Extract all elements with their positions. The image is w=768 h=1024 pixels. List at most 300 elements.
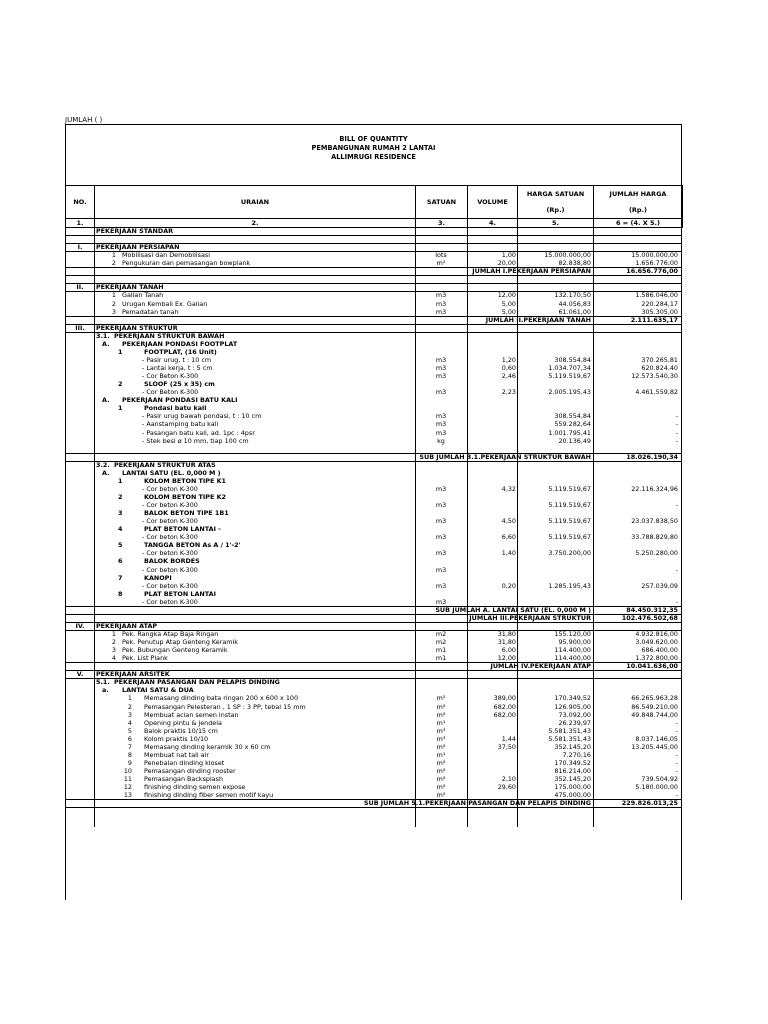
- header-jumlah-harga: JUMLAH HARGA: [594, 186, 683, 203]
- table-row: [66, 300, 681, 308]
- item-description: - Cor beton K-300: [142, 581, 198, 590]
- item-volume: 1,20: [501, 355, 516, 364]
- table-row: [66, 517, 681, 525]
- item-number: 8: [127, 750, 132, 759]
- table-row: [66, 380, 681, 388]
- table-row: [66, 799, 681, 807]
- item-number: 1: [118, 476, 123, 485]
- item-volume: 4,32: [501, 484, 516, 493]
- subtotal-value: 16.656.776,00: [626, 267, 678, 276]
- table-row: [66, 412, 681, 420]
- group-title: FOOTPLAT, (16 Unit): [144, 347, 217, 356]
- table-row: [66, 686, 681, 694]
- item-unit: m3: [435, 299, 447, 308]
- item-volume: 6,60: [501, 533, 516, 542]
- item-unit-price: 73.092,00: [558, 710, 591, 719]
- item-unit: m²: [436, 694, 446, 703]
- item-unit-price: 132.170,50: [554, 291, 591, 300]
- item-unit-price: 1.034.707,34: [548, 364, 591, 373]
- subtotal-label: SUB JUMLAH 3.1.PEKERJAAN STRUKTUR BAWAH: [419, 452, 591, 461]
- table-row: [66, 420, 681, 428]
- item-volume: 2,10: [501, 775, 516, 784]
- item-description: Pek. List Plank: [122, 654, 168, 663]
- header-num-4: 4.: [468, 219, 518, 228]
- row-number: II.: [76, 283, 84, 292]
- item-total: 5.180.000,00: [635, 783, 678, 792]
- column-divider: [94, 227, 95, 827]
- column-divider: [467, 227, 468, 827]
- item-number: 2: [111, 259, 116, 268]
- item-unit-price: 5.119.519,67: [548, 372, 591, 381]
- table-row: [66, 614, 681, 622]
- item-description: Membuat nat tali air: [144, 750, 210, 759]
- item-unit-price: 15.000.000,00: [544, 251, 591, 260]
- item-volume: 12,00: [497, 291, 516, 300]
- table-row: [66, 275, 681, 283]
- item-total: 1.656.776,00: [635, 259, 678, 268]
- row-number: IV.: [75, 621, 85, 630]
- item-unit-price: 175.000,00: [554, 783, 591, 792]
- item-unit: m²: [436, 775, 446, 784]
- item-description: Pemadatan tanah: [122, 307, 179, 316]
- header-jumlah-unit: (Rp.): [594, 203, 683, 219]
- item-description: - Aanstamping batu kali: [142, 420, 219, 429]
- item-number: 1: [127, 694, 132, 703]
- column-divider: [517, 227, 518, 827]
- table-row: [66, 437, 681, 445]
- group-title: PLAT BETON LANTAI: [144, 589, 216, 598]
- item-description: Opening pintu & jendela: [144, 718, 222, 727]
- item-total: -: [675, 791, 678, 800]
- subtotal-value: 2.111.635,17: [630, 315, 678, 324]
- group-title: LANTAI SATU (EL. 0,000 M ): [122, 468, 221, 477]
- table-row: [66, 598, 681, 606]
- item-unit: m3: [435, 597, 447, 606]
- item-total: 49.848.744,00: [631, 710, 678, 719]
- top-note: JUMLAH ( ): [65, 116, 103, 124]
- row-number: V.: [76, 670, 84, 679]
- table-row: [66, 711, 681, 719]
- item-volume: 0,60: [501, 364, 516, 373]
- item-volume: 31,80: [497, 638, 516, 647]
- item-volume: 37,50: [497, 742, 516, 751]
- item-unit: m²: [436, 758, 446, 767]
- group-title: BALOK BORDES: [144, 557, 200, 566]
- item-description: - Cor beton K-300: [142, 565, 198, 574]
- item-volume: 1,40: [501, 549, 516, 558]
- item-unit-price: 3.750.200,00: [548, 549, 591, 558]
- group-title: SLOOF (25 x 35) cm: [144, 380, 215, 389]
- subtotal-label: JUMLAH III.PEKERJAAN STRUKTUR: [469, 613, 591, 622]
- subtotal-label: SUB JUMLAH A. LANTAI SATU (EL. 0,000 M ): [435, 605, 591, 614]
- subtotal-value: 18.026.190,34: [626, 452, 678, 461]
- table-row: [66, 622, 681, 630]
- table-row: [66, 429, 681, 437]
- table-row: [66, 243, 681, 251]
- item-total: 620.824,40: [641, 364, 678, 373]
- header-num-6: 6 = (4. X 5.): [594, 219, 683, 228]
- item-description: Pemasangan Backsplash: [144, 775, 224, 784]
- item-number: 10: [123, 767, 132, 776]
- group-title: KOLOM BETON TIPE K1: [144, 476, 226, 485]
- item-volume: 6,00: [501, 646, 516, 655]
- item-unit: lots: [435, 251, 447, 260]
- item-unit-price: 2.005.195,43: [548, 388, 591, 397]
- item-volume: 5,00: [501, 299, 516, 308]
- table-row: [66, 251, 681, 259]
- item-unit: m3: [435, 420, 447, 429]
- column-divider: [415, 227, 416, 827]
- table-row: [66, 453, 681, 461]
- item-unit-price: 816.214,00: [554, 767, 591, 776]
- item-unit: m3: [435, 388, 447, 397]
- table-row: [66, 235, 681, 243]
- item-description: Urugan Kembali Ex. Galian: [122, 299, 208, 308]
- table-row: [66, 364, 681, 372]
- table-row: [66, 340, 681, 348]
- table-row: [66, 356, 681, 364]
- column-divider: [593, 227, 594, 827]
- table-row: [66, 469, 681, 477]
- item-description: - Cor Beton K-300: [142, 388, 199, 397]
- item-total: -: [675, 718, 678, 727]
- item-description: Memasang dinding keramik 30 x 60 cm: [144, 742, 271, 751]
- item-unit: m3: [435, 355, 447, 364]
- item-total: -: [675, 750, 678, 759]
- item-number: 11: [123, 775, 132, 784]
- row-number: I.: [77, 243, 83, 252]
- item-unit: kg: [437, 436, 445, 445]
- item-unit-price: 95.900,00: [558, 638, 591, 647]
- item-description: Penebalan dinding kloset: [144, 758, 225, 767]
- table-row: [66, 316, 681, 324]
- table-row: [66, 485, 681, 493]
- table-row: [66, 670, 681, 678]
- item-unit-price: 114.400,00: [554, 654, 591, 663]
- item-number: 4: [118, 525, 123, 534]
- item-unit: m3: [435, 372, 447, 381]
- item-number: 1: [111, 630, 116, 638]
- header-no: NO.: [66, 186, 95, 219]
- item-total: 686.400,00: [641, 646, 678, 655]
- table-row: [66, 283, 681, 291]
- item-number: 1: [118, 404, 123, 413]
- item-number: 3: [111, 307, 116, 316]
- item-description: - Cor beton K-300: [142, 484, 198, 493]
- item-number: A.: [102, 468, 110, 477]
- table-row: [66, 404, 681, 412]
- item-number: 5: [127, 726, 132, 735]
- subtotal-value: 102.476.502,68: [621, 613, 678, 622]
- section-title: PEKERJAAN ATAP: [96, 621, 158, 630]
- table-row: [66, 719, 681, 727]
- item-number: 2: [111, 299, 116, 308]
- table-row: [66, 606, 681, 614]
- group-title: PEKERJAAN STRUKTUR BAWAH: [114, 331, 225, 340]
- item-total: -: [675, 758, 678, 767]
- item-number: 4: [127, 718, 132, 727]
- item-volume: 1,44: [501, 734, 516, 743]
- item-number: 3: [127, 710, 132, 719]
- section-title: PEKERJAAN STRUKTUR: [96, 323, 178, 332]
- item-unit-price: 559.282,64: [554, 420, 591, 429]
- item-description: - Cor Beton K-300: [142, 372, 199, 381]
- item-description: Galian Tanah: [122, 291, 164, 300]
- group-title: BALOK BETON TIPE 1B1: [144, 509, 229, 518]
- table-row: [66, 566, 681, 574]
- item-unit-price: 5.581.351,43: [548, 726, 591, 735]
- item-unit: m3: [435, 412, 447, 421]
- table-row: [66, 759, 681, 767]
- table-row: [66, 324, 681, 332]
- table-row: [66, 582, 681, 590]
- item-volume: 20,00: [497, 259, 516, 268]
- item-total: -: [675, 420, 678, 429]
- item-total: 13.205.445,00: [631, 742, 678, 751]
- table-row: [66, 332, 681, 340]
- item-description: Membuat acian semen instan: [144, 710, 239, 719]
- header-harga-unit: (Rp.): [518, 203, 594, 219]
- item-volume: 0,20: [501, 581, 516, 590]
- item-total: 305.305,00: [641, 307, 678, 316]
- table-row: [66, 574, 681, 582]
- item-volume: 29,60: [497, 783, 516, 792]
- item-volume: 4,50: [501, 517, 516, 526]
- table-row: [66, 735, 681, 743]
- subtotal-label: JUMLAH IV.PEKERJAAN ATAP: [490, 662, 591, 671]
- item-number: a.: [102, 686, 109, 695]
- table-row: [66, 646, 681, 654]
- item-description: Pek. Rangka Atap Baja Ringan: [122, 630, 219, 638]
- group-title: PEKERJAAN STRUKTUR ATAS: [114, 460, 216, 469]
- item-number: 3: [111, 646, 116, 655]
- item-number: 1: [118, 347, 123, 356]
- item-total: -: [675, 428, 678, 437]
- item-unit-price: 1.001.795,41: [548, 428, 591, 437]
- item-unit-price: 5.119.519,67: [548, 517, 591, 526]
- item-unit: m3: [435, 565, 447, 574]
- item-volume: 682,00: [493, 702, 516, 711]
- item-unit: m²: [436, 767, 446, 776]
- item-total: 220.284,17: [641, 299, 678, 308]
- item-unit: m²: [436, 710, 446, 719]
- group-title: KOLOM BETON TIPE K2: [144, 492, 226, 501]
- item-number: 3: [118, 509, 123, 518]
- table-row: [66, 372, 681, 380]
- item-description: - Pasir urug, t : 10 cm: [142, 355, 212, 364]
- item-unit: m²: [436, 259, 446, 268]
- item-unit-price: 126.905,00: [554, 702, 591, 711]
- header-num-3: 3.: [416, 219, 468, 228]
- group-title: PEKERJAAN PONDASI BATU KALI: [122, 396, 238, 405]
- item-total: 86.549.210,00: [631, 702, 678, 711]
- section-title: PEKERJAAN STANDAR: [96, 227, 174, 235]
- table-row: [66, 703, 681, 711]
- item-unit-price: 26.239,97: [558, 718, 591, 727]
- table-row: [66, 557, 681, 565]
- item-total: 739.504,92: [641, 775, 678, 784]
- table-row: [66, 533, 681, 541]
- item-unit-price: 61.061,00: [558, 307, 591, 316]
- item-description: Pemasangan dinding rooster: [144, 767, 236, 776]
- table-row: [66, 308, 681, 316]
- table-row: [66, 590, 681, 598]
- item-number: 2: [118, 492, 123, 501]
- item-description: - Cor beton K-300: [142, 517, 198, 526]
- table-row: [66, 775, 681, 783]
- item-unit-price: 5.581.351,43: [548, 734, 591, 743]
- item-number: 2: [127, 702, 132, 711]
- item-unit: m²: [436, 742, 446, 751]
- item-total: 4.461.559,82: [635, 388, 678, 397]
- table-row: [66, 461, 681, 469]
- row-divider: [66, 807, 681, 808]
- table-row: [66, 445, 681, 453]
- item-total: 15.000.000,00: [631, 251, 678, 260]
- item-description: Kolom praktis 10/10: [144, 734, 209, 743]
- item-description: - Stek besi ø 10 mm, tiap 100 cm: [142, 436, 249, 445]
- item-unit: m3: [435, 364, 447, 373]
- item-description: - Pasangan batu kali, ad. 1pc : 4psr: [142, 428, 255, 437]
- item-total: 66.265.963,28: [631, 694, 678, 703]
- item-number: 1: [111, 251, 116, 260]
- item-number: 7: [127, 742, 132, 751]
- item-total: -: [675, 565, 678, 574]
- table-row: [66, 388, 681, 396]
- item-unit: m¹: [436, 750, 446, 759]
- item-total: 4.932.816,00: [635, 630, 678, 638]
- section-title: PEKERJAAN TANAH: [96, 283, 164, 292]
- subtotal-value: 229.826.013,25: [621, 799, 678, 808]
- item-number: 6: [127, 734, 132, 743]
- table-row: [66, 509, 681, 517]
- group-title: LANTAI SATU & DUA: [122, 686, 194, 695]
- header-satuan: SATUAN: [416, 186, 468, 219]
- item-number: 13: [123, 791, 132, 800]
- row-number: III.: [75, 323, 85, 332]
- item-unit: m¹: [436, 718, 446, 727]
- item-unit-price: 5.119.519,67: [548, 533, 591, 542]
- item-number: 3.2.: [96, 460, 110, 469]
- item-volume: 389,00: [493, 694, 516, 703]
- subtotal-label: JUMLAH II.PEKERJAAN TANAH: [485, 315, 591, 324]
- item-unit: m2: [435, 630, 447, 638]
- item-volume: 12,00: [497, 654, 516, 663]
- item-number: 9: [127, 758, 132, 767]
- item-unit: m3: [435, 307, 447, 316]
- table-row: [66, 259, 681, 267]
- item-number: A.: [102, 396, 110, 405]
- item-unit-price: 308.554,84: [554, 355, 591, 364]
- item-number: A.: [102, 339, 110, 348]
- item-unit-price: 308.554,84: [554, 412, 591, 421]
- item-total: 3.049.620,00: [635, 638, 678, 647]
- subtotal-value: 10.041.636,00: [626, 662, 678, 671]
- item-volume: 31,80: [497, 630, 516, 638]
- bill-of-quantity-sheet: [65, 124, 682, 900]
- table-row: [66, 267, 681, 275]
- table-row: [66, 501, 681, 509]
- group-title: PEKERJAAN PONDASI FOOTPLAT: [122, 339, 238, 348]
- item-description: finishing dinding semen expose: [144, 783, 246, 792]
- item-number: 7: [118, 573, 123, 582]
- item-total: 23.037.838,50: [631, 517, 678, 526]
- title-line-1: BILL OF QUANTITY: [339, 135, 408, 143]
- item-unit-price: 352.145,20: [554, 742, 591, 751]
- table-row: [66, 348, 681, 356]
- item-unit-price: 44.056,83: [558, 299, 591, 308]
- table-row: [66, 743, 681, 751]
- item-number: 4: [111, 654, 116, 663]
- subtotal-value: 84.450.312,35: [626, 605, 678, 614]
- table-row: [66, 227, 681, 235]
- item-unit: m²: [436, 791, 446, 800]
- item-total: -: [675, 501, 678, 510]
- item-volume: 5,00: [501, 307, 516, 316]
- item-total: -: [675, 436, 678, 445]
- title-line-3: ALLIMRUGI RESIDENCE: [331, 153, 416, 161]
- item-unit: m3: [435, 484, 447, 493]
- item-volume: 682,00: [493, 710, 516, 719]
- item-unit-price: 20.136,49: [558, 436, 591, 445]
- title-line-2: PEMBANGUNAN RUMAH 2 LANTAI: [311, 144, 436, 152]
- item-description: Memasang dinding bata ringan 200 x 600 x 100: [144, 694, 299, 703]
- item-description: Pek. Bubungan Genteng Keramik: [122, 646, 228, 655]
- table-row: [66, 396, 681, 404]
- table-row: [66, 525, 681, 533]
- item-total: 33.788.829,80: [631, 533, 678, 542]
- item-unit: m3: [435, 291, 447, 300]
- group-title: PLAT BETON LANTAI -: [144, 525, 221, 534]
- item-unit: m3: [435, 428, 447, 437]
- item-total: -: [675, 767, 678, 776]
- item-total: 12.573.540,30: [631, 372, 678, 381]
- item-description: Mobilisasi dan Demobilisasi: [122, 251, 210, 260]
- item-total: 1.372.800,00: [635, 654, 678, 663]
- table-row: [66, 767, 681, 775]
- group-title: Pondasi batu kali: [144, 404, 207, 413]
- item-description: - Cor beton K-300: [142, 597, 198, 606]
- item-number: 5.1.: [96, 678, 110, 687]
- group-title: PEKERJAAN PASANGAN DAN PELAPIS DINDING: [114, 678, 280, 687]
- item-total: 5.250.280,00: [635, 549, 678, 558]
- item-total: 1.586.046,00: [635, 291, 678, 300]
- table-row: [66, 751, 681, 759]
- item-description: - Lantai kerja, t : 5 cm: [142, 364, 213, 373]
- section-title: PEKERJAAN PERSIAPAN: [96, 243, 180, 252]
- item-volume: 2,46: [501, 372, 516, 381]
- item-description: Pemasangan Pelesteran , 1 SP : 3 PP, tebal 15 mm: [144, 702, 306, 711]
- item-total: -: [675, 597, 678, 606]
- item-volume: 1,00: [501, 251, 516, 260]
- table-header: [65, 185, 683, 228]
- group-title: KANOPI: [144, 573, 172, 582]
- header-harga-satuan: HARGA SATUAN: [518, 186, 594, 203]
- item-unit: m1: [435, 654, 447, 663]
- item-unit-price: 5.119.519,67: [548, 501, 591, 510]
- item-description: finishing dinding fiber semen motif kayu: [144, 791, 274, 800]
- table-row: [66, 638, 681, 646]
- item-description: - Cor beton K-300: [142, 549, 198, 558]
- item-unit-price: 155.120,00: [554, 630, 591, 638]
- item-unit: m3: [435, 517, 447, 526]
- item-description: Balok praktis 10/15 cm: [144, 726, 218, 735]
- item-unit: m3: [435, 533, 447, 542]
- item-total: 8.037.146,05: [635, 734, 678, 743]
- item-total: -: [675, 412, 678, 421]
- item-unit-price: 170.349,52: [554, 758, 591, 767]
- section-title: PEKERJAAN ARSITEK: [96, 670, 170, 679]
